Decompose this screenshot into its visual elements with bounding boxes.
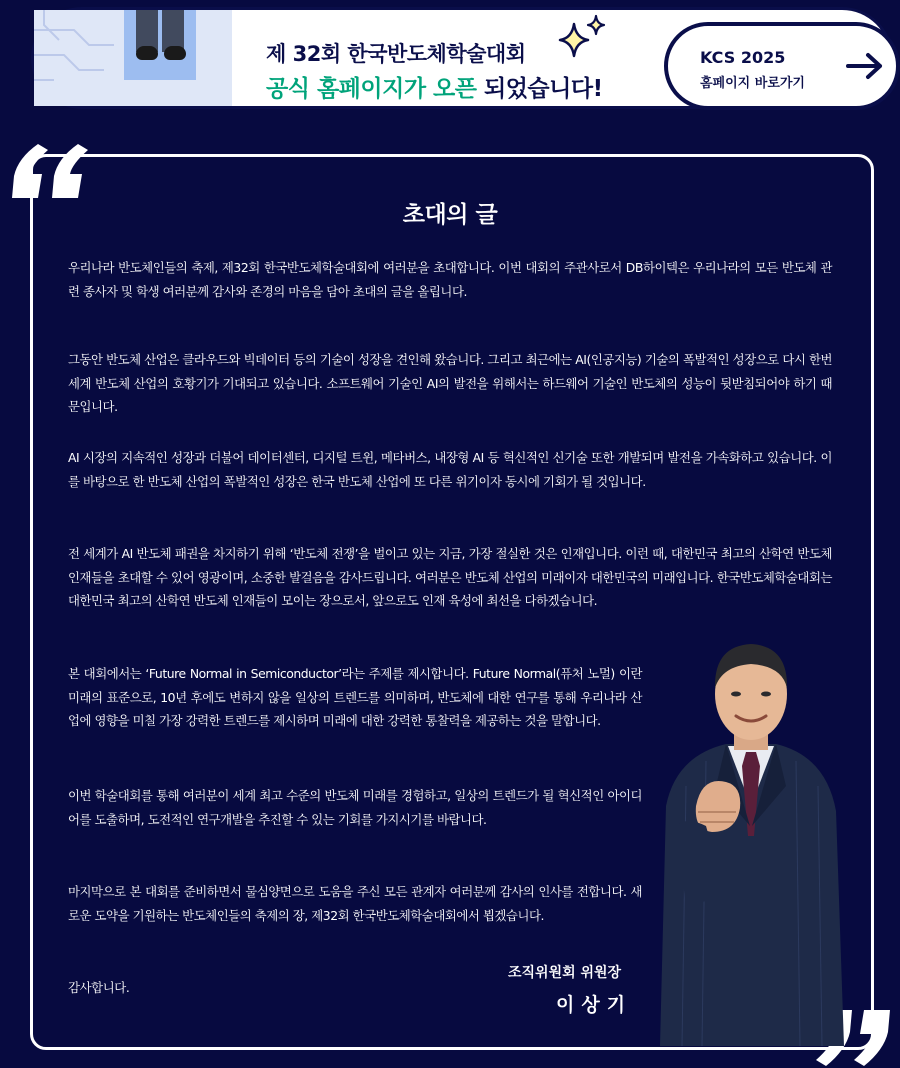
sparkle-icon <box>554 14 614 62</box>
kcs-button-subtitle: 홈페이지 바로가기 <box>700 76 805 91</box>
arrow-right-icon <box>846 52 884 80</box>
kcs-homepage-link-button[interactable] <box>664 22 900 110</box>
character-shoe-left <box>136 46 158 60</box>
character-figure <box>124 10 196 80</box>
banner-announcement <box>266 70 603 103</box>
banner-event-title: 제 32회 한국반도체학술대회 <box>266 42 526 66</box>
kcs-button-title: KCS 2025 <box>700 48 786 67</box>
letter-paragraph-4: 전 세계가 AI 반도체 패권을 차지하기 위해 ‘반도체 전쟁’을 벌이고 있는 지금, 가장 절실한 것은 인재입니다. 이런 때, 대한민국 최고의 산학연 반도체 인재들을 초대할 수 있어 영광이며, 소중한 발걸음을 감사드립니다. 여러분은 반도체 산업의 미래이자 대한민국의 미래입니다. 한국반도체학술대회는 대한민국 최고의 산학연 반도체 인재들이 모이는 장으로서, 앞으로도 인재 육성에 최선을 다하겠습니다. <box>68 546 832 609</box>
kcs-homepage-banner <box>34 10 890 106</box>
banner-announcement-rest: 되었습니다! <box>476 76 603 102</box>
open-quote-icon <box>8 140 94 200</box>
letter-paragraph-1: 우리나라 반도체인들의 축제, 제32회 한국반도체학술대회에 여러분을 초대합니다. 이번 대회의 주관사로서 DB하이텍은 우리나라의 모든 반도체 관련 종사자 및 학생 여러분께 감사와 존경의 마음을 담아 초대의 글을 올립니다. <box>68 260 832 299</box>
letter-closing: 감사합니다. <box>68 980 130 995</box>
character-shoe-right <box>164 46 186 60</box>
signer-role: 조직위원회 위원장 <box>508 965 622 981</box>
letter-paragraph-5: 본 대회에서는 ‘Future Normal in Semiconductor’라는 주제를 제시합니다. Future Normal(퓨처 노멀) 이란 미래의 표준으로, 10년 후에도 변하지 않을 일상의 트렌드를 의미하며, 반도체에 대한 연구를 통해 우리나라 산업에 영향을 미칠 가장 강력한 트렌드를 제시하며 미래에 대한 강력한 통찰력을 제공하는 것을 말합니다. <box>68 666 642 729</box>
letter-paragraph-3: AI 시장의 지속적인 성장과 더불어 데이터센터, 디지털 트윈, 메타버스, 내장형 AI 등 혁신적인 신기술 또한 개발되며 발전을 가속화하고 있습니다. 이를 바탕으로 한 반도체 산업의 폭발적인 성장은 한국 반도체 산업에 또 다른 위기이자 동시에 기회가 될 것입니다. <box>68 450 832 489</box>
letter-paragraph-7: 마지막으로 본 대회를 준비하면서 물심양면으로 도움을 주신 모든 관계자 여러분께 감사의 인사를 전합니다. 새로운 도약을 기원하는 반도체인들의 축제의 장, 제32회 한국반도체학술대회에서 뵙겠습니다. <box>68 884 642 923</box>
chairman-portrait <box>656 636 846 1046</box>
letter-title: 초대의 글 <box>402 202 498 228</box>
letter-paragraph-6: 이번 학술대회를 통해 여러분이 세계 최고 수준의 반도체 미래를 경험하고, 일상의 트렌드가 될 혁신적인 아이디어를 도출하며, 도전적인 연구개발을 추진할 수 있는 기회를 가지시기를 바랍니다. <box>68 788 642 827</box>
letter-paragraph-2: 그동안 반도체 산업은 클라우드와 빅데이터 등의 기술이 성장을 견인해 왔습니다. 그리고 최근에는 AI(인공지능) 기술의 폭발적인 성장으로 다시 한번 세계 반도체 산업의 호황기가 기대되고 있습니다. 소프트웨어 기술인 AI의 발전을 위해서는 하드웨어 기술인 반도체의 성능이 뒷받침되어야 하기 때문입니다. <box>68 352 832 415</box>
banner-announcement-highlight: 공식 홈페이지가 오픈 <box>266 76 477 102</box>
signer-name: 이상기 <box>556 994 633 1016</box>
banner-illustration <box>34 10 232 106</box>
